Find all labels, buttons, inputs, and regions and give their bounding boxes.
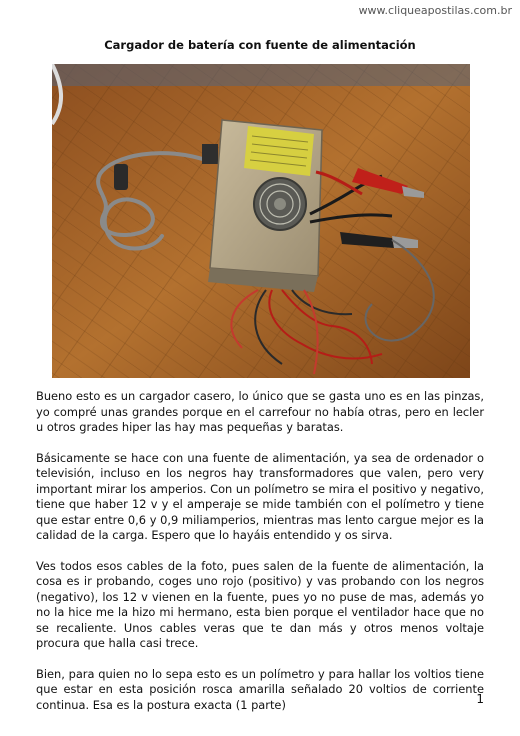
body-text (36, 389, 484, 728)
page-number: 1 (476, 692, 484, 706)
paragraph: Bien, para quien no lo sepa esto es un polímetro y para hallar los voltios tiene que estar en esta posición rosca amarilla señalado 20 voltios de corriente continua. Esa es la postura exacta (1 parte) (36, 666, 484, 712)
site-url[interactable]: www.cliqueapostilas.com.br (358, 4, 512, 17)
paragraph: Básicamente se hace con una fuente de alimentación, ya sea de ordenador o televisión, incluso en los negros hay transformadores que valen, pero very important mirar los amperios. Con un polímetro se mira el positivo y negativo, tiene que haber 12 v y el amperaje se mide también con el polímetro y tiene que estar entre 0,6 y 0,9 miliamperios, mientras mas lento cargue mejor es la calidad de la carga. Espero que lo hayáis entendido y os sirva. (36, 450, 484, 542)
charger-photo (52, 64, 470, 378)
paragraph: Ves todos esos cables de la foto, pues salen de la fuente de alimentación, la cosa es ir probando, coges uno rojo (positivo) y vas probando con los negros (negativo), los 12 v vienen en la fuente, pues yo no puse de mas, además yo no la hice me la hizo mi hermano, esta bien porque el ventilador hace que no se recaliente. Unos cables veras que te dan más y otros menos voltaje procura que halla casi trece. (36, 558, 484, 650)
paragraph: Bueno esto es un cargador casero, lo único que se gasta uno es en las pinzas, yo compré unas grandes porque en el carrefour no había otras, pero en lecler u otros grades hiper las hay mas pequeñas y baratas. (36, 389, 484, 434)
document-title: Cargador de batería con fuente de alimentación (104, 38, 416, 52)
